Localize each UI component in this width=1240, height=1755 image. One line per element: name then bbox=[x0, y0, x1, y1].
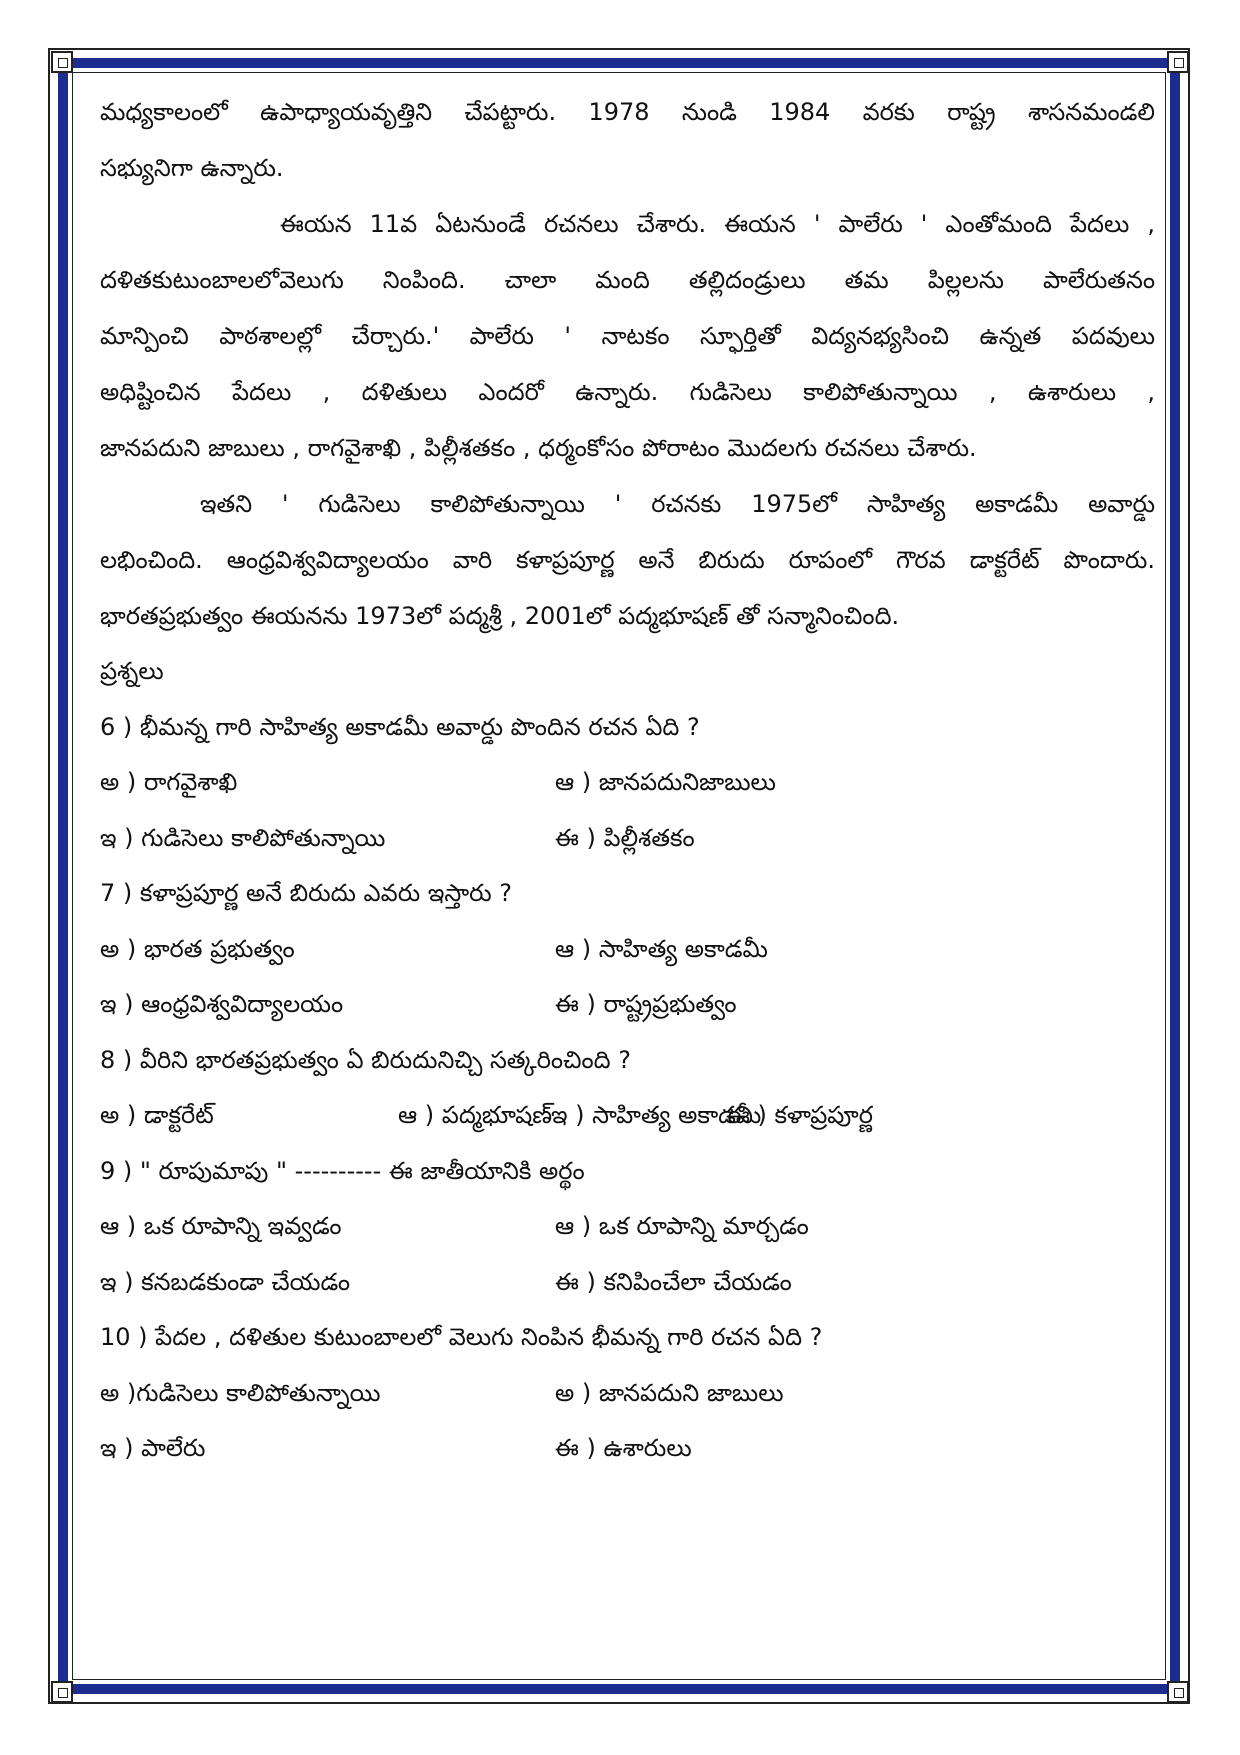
option-d: ఈ ) ఉశారులు bbox=[555, 1434, 692, 1462]
corner-ornament-top-right bbox=[1167, 51, 1189, 73]
option-a: ఆ ) ఒక రూపాన్ని ఇవ్వడం bbox=[100, 1212, 342, 1240]
options-row bbox=[100, 755, 1155, 811]
passage-line: భారతప్రభుత్వం ఈయనను 1973లో పద్మశ్రీ , 2001లో పద్మభూషణ్ తో సన్మానించింది. bbox=[100, 602, 900, 630]
option-b: ఆ ) ఒక రూపాన్ని మార్చడం bbox=[555, 1212, 809, 1240]
option-a: అ ) డాక్టరేట్ bbox=[100, 1101, 214, 1129]
question-8: 8 ) వీరిని భారతప్రభుత్వం ఏ బిరుదునిచ్చి సత్కరించింది ? bbox=[100, 1045, 631, 1074]
options-row bbox=[100, 977, 1155, 1033]
passage-line: అధిష్టించిన పేదలు , దళితులు ఎందరో ఉన్నారు. గుడిసెలు కాలిపోతున్నాయి , ఉశారులు , bbox=[100, 378, 1155, 406]
options-row bbox=[100, 922, 1155, 978]
passage-line: లభించింది. ఆంధ్రవిశ్వవిద్యాలయం వారి కళాప్రపూర్ణ అనే బిరుదు రూపంలో గౌరవ డాక్టరేట్ పొందారు. bbox=[100, 546, 1155, 574]
passage-paragraph-1 bbox=[100, 84, 1155, 196]
passage-line: ఇతని ' గుడిసెలు కాలిపోతున్నాయి ' రచనకు 1975లో సాహిత్య అకాడమీ అవార్డు bbox=[200, 490, 1155, 518]
option-b: ఆ ) పద్మభూషణ్ bbox=[398, 1101, 553, 1129]
option-a: అ )గుడిసెలు కాలిపోతున్నాయి bbox=[100, 1378, 381, 1407]
page-content bbox=[100, 84, 1155, 1477]
corner-ornament-bottom-left bbox=[51, 1681, 73, 1703]
option-c: ఇ ) సాహిత్య అకాడమీ bbox=[551, 1101, 762, 1129]
question-7: 7 ) కళాప్రపూర్ణ అనే బిరుదు ఎవరు ఇస్తారు ? bbox=[100, 879, 513, 907]
passage-line: మాన్పించి పాఠశాలల్లో చేర్చారు.' పాలేరు ' నాటకం స్ఫూర్తితో విద్యనభ్యసించి ఉన్నత పదవులు bbox=[100, 322, 1155, 350]
passage-line: మధ్యకాలంలో ఉపాధ్యాయవృత్తిని చేపట్టారు. 1978 నుండి 1984 వరకు రాష్ట్ర శాసనమండలి bbox=[100, 98, 1155, 126]
options-row bbox=[100, 1255, 1155, 1311]
option-b: ఆ ) సాహిత్య అకాడమీ bbox=[555, 934, 768, 963]
passage-line: ఈయన 11వ ఏటనుండే రచనలు చేశారు. ఈయన ' పాలేరు ' ఎంతోమంది పేదలు , bbox=[280, 210, 1155, 238]
option-c: ఇ ) కనబడకుండా చేయడం bbox=[100, 1267, 351, 1296]
options-row bbox=[100, 1366, 1155, 1422]
options-row bbox=[100, 1199, 1155, 1255]
option-a: అ ) రాగవైశాఖి bbox=[100, 768, 238, 796]
option-c: ఇ ) పాలేరు bbox=[100, 1434, 206, 1462]
option-d: ఈ ) పిల్లీశతకం bbox=[555, 823, 695, 852]
option-b: అ ) జానపదుని జాబులు bbox=[555, 1378, 784, 1407]
option-a: అ ) భారత ప్రభుత్వం bbox=[100, 934, 295, 963]
option-d: ఈ ) రాష్ట్రప్రభుత్వం bbox=[555, 990, 737, 1018]
passage-line: దళితకుటుంబాలలోవెలుగు నింపింది. చాలా మంది తల్లిదండ్రులు తమ పిల్లలను పాలేరుతనం bbox=[100, 266, 1155, 294]
corner-ornament-top-left bbox=[51, 51, 73, 73]
option-d: ఈ ) కళాప్రపూర్ణ bbox=[726, 1101, 873, 1129]
questions-heading: ప్రశ్నలు bbox=[100, 657, 164, 685]
question-10: 10 ) పేదల , దళితుల కుటుంబాలలో వెలుగు నింపిన భీమన్న గారి రచన ఏది ? bbox=[100, 1323, 823, 1351]
corner-ornament-bottom-right bbox=[1167, 1681, 1189, 1703]
passage-line: జానపదుని జాబులు , రాగవైశాఖి , పిల్లీశతకం , ధర్మంకోసం పోరాటం మొదలగు రచనలు చేశారు. bbox=[100, 434, 977, 462]
options-row bbox=[100, 1088, 1155, 1144]
question-6: 6 ) భీమన్న గారి సాహిత్య అకాడమీ అవార్డు పొందిన రచన ఏది ? bbox=[100, 712, 700, 741]
option-b: ఆ ) జానపదునిజాబులు bbox=[555, 768, 776, 796]
option-c: ఇ ) ఆంధ్రవిశ్వవిద్యాలయం bbox=[100, 990, 344, 1018]
question-9: 9 ) " రూపుమాపు " ---------- ఈ జాతీయానికి అర్థం bbox=[100, 1156, 585, 1185]
options-row bbox=[100, 1421, 1155, 1477]
passage-paragraph-3 bbox=[100, 476, 1155, 644]
option-c: ఇ ) గుడిసెలు కాలిపోతున్నాయి bbox=[100, 823, 386, 852]
passage-line: సభ్యునిగా ఉన్నారు. bbox=[100, 154, 284, 182]
option-d: ఈ ) కనిపించేలా చేయడం bbox=[555, 1267, 792, 1296]
passage-paragraph-2 bbox=[100, 196, 1155, 476]
options-row bbox=[100, 811, 1155, 867]
